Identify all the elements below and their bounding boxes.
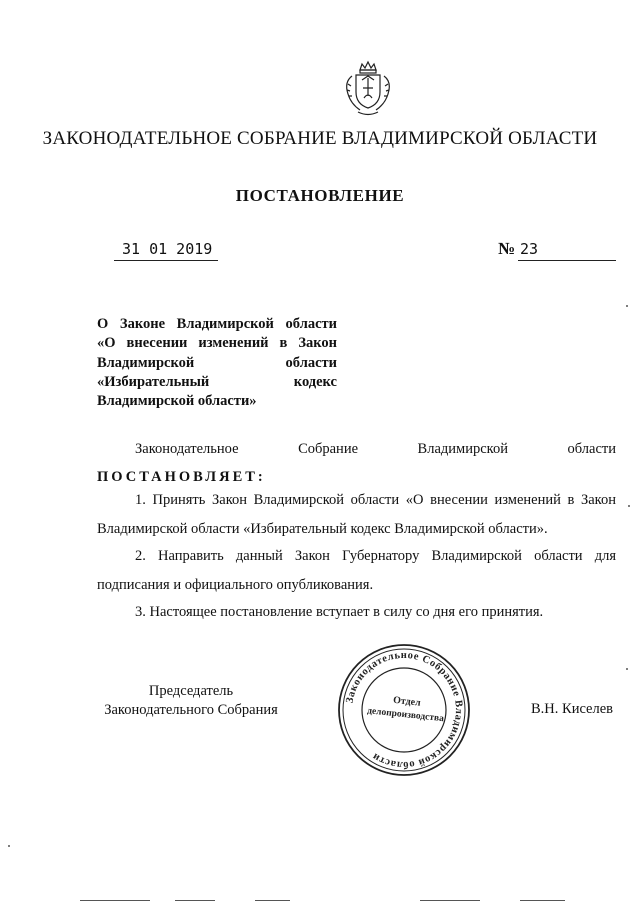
scan-line bbox=[80, 900, 150, 901]
coat-of-arms-icon bbox=[338, 58, 398, 118]
signatory-title-line2: Законодательного Собрания bbox=[104, 702, 278, 718]
svg-text:Отдел: Отдел bbox=[392, 694, 422, 709]
scan-speck bbox=[628, 505, 630, 507]
subject-line: Владимирской области» bbox=[97, 393, 257, 410]
document-number: 23 bbox=[520, 240, 539, 258]
resolves-heading: ПОСТАНОВЛЯЕТ: bbox=[97, 469, 266, 485]
scan-speck bbox=[626, 305, 628, 307]
svg-text:Законодательное Собрание Влади: Законодательное Собрание Владимирской области bbox=[344, 649, 465, 771]
signatory-name: В.Н. Киселев bbox=[531, 701, 614, 717]
number-label: № bbox=[498, 239, 516, 258]
organization-title: ЗАКОНОДАТЕЛЬНОЕ СОБРАНИЕ ВЛАДИМИРСКОЙ ОБЛАСТИ bbox=[42, 128, 598, 149]
scan-line bbox=[175, 900, 215, 901]
signatory-title bbox=[96, 682, 286, 720]
scan-line bbox=[255, 900, 290, 901]
paragraph-2: 2. Направить данный Закон Губернатору Владимирской области для подписания и официального опубликования. bbox=[97, 548, 616, 593]
subject-line: Владимирской области bbox=[97, 354, 337, 371]
scan-speck bbox=[8, 845, 10, 847]
scan-speck bbox=[626, 668, 628, 670]
official-stamp bbox=[336, 642, 472, 778]
scan-line bbox=[520, 900, 565, 901]
date-field bbox=[114, 240, 218, 261]
subject-line: О Законе Владимирской области bbox=[97, 316, 337, 332]
document-type: ПОСТАНОВЛЕНИЕ bbox=[235, 186, 405, 205]
document-subject bbox=[97, 315, 337, 411]
svg-text:делопроизводства: делопроизводства bbox=[366, 706, 445, 725]
signatory-title-line1: Председатель bbox=[148, 683, 234, 699]
intro-text: Законодательное Собрание Владимирской области bbox=[135, 441, 616, 457]
subject-line: «О внесении изменений в Закон bbox=[97, 335, 337, 352]
number-field bbox=[518, 240, 616, 261]
paragraph-3: 3. Настоящее постановление вступает в силу со дня его принятия. bbox=[135, 604, 544, 620]
scan-line bbox=[420, 900, 480, 901]
paragraph-1: 1. Принять Закон Владимирской области «О внесении изменений в Закон Владимирской области «Избирательный кодекс Владимирской области». bbox=[97, 492, 616, 537]
document-date: 31 01 2019 bbox=[122, 240, 213, 258]
subject-line: «Избирательный кодекс bbox=[97, 373, 337, 390]
